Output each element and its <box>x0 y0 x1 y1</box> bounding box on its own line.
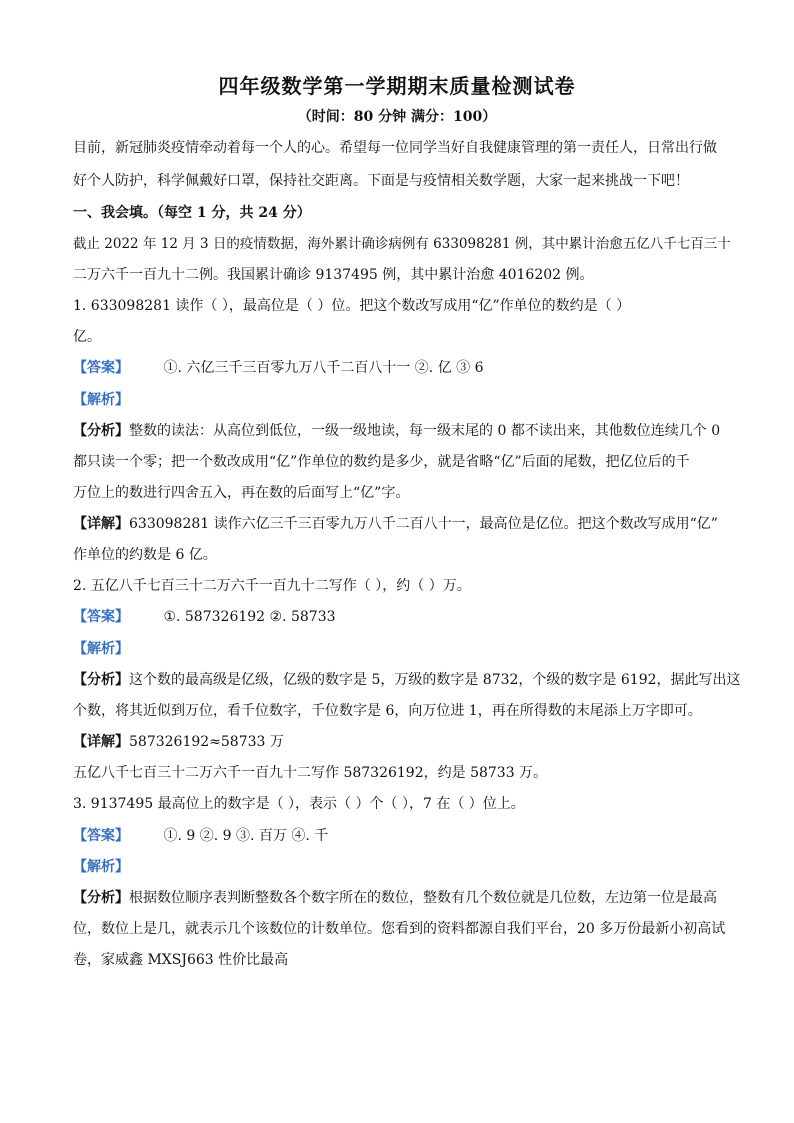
answer-text: ①. 六亿三千三百零九万八千二百八十一 ②. 亿 ③ 6 <box>163 360 484 376</box>
fenxi-text: 整数的读法：从高位到低位，一级一级地读，每一级末尾的 0 都不读出来，其他数位连续几个 0 <box>129 423 721 439</box>
question-1-line-1: 1. 633098281 读作（ ），最高位是（ ）位。把这个数改写成用“亿”作单位的数约是（ ） <box>73 298 631 314</box>
analysis-tag: 【解析】 <box>73 392 129 408</box>
xiangjie-text: 633098281 读作六亿三千三百零九万八千二百八十一，最高位是亿位。把这个数改写成用“亿” <box>129 516 718 532</box>
question-2-fenxi-line-2: 个数，将其近似到万位，看千位数字，千位数字是 6，向万位进 1，再在所得数的末尾添上万字即可。 <box>73 703 702 719</box>
answer-tag: 【答案】 <box>73 360 129 376</box>
question-1-fenxi-line-3: 万位上的数进行四舍五入，再在数的后面写上“亿”字。 <box>73 485 410 501</box>
question-1-xiangjie-line-1 <box>73 514 718 534</box>
question-3-analysis-tag <box>73 857 129 877</box>
context-line-1: 截止 2022 年 12 月 3 日的疫情数据，海外累计确诊病例有 633098281 例，其中累计治愈五亿八千七百三十 <box>73 236 731 252</box>
answer-text: ①. 587326192 ②. 58733 <box>163 609 336 625</box>
question-1-line-2: 亿。 <box>73 329 101 345</box>
fenxi-text: 根据数位顺序表判断整数各个数字所在的数位，整数有几个数位就是几位数，左边第一位是最高 <box>129 890 717 906</box>
fenxi-text: 这个数的最高级是亿级，亿级的数字是 5，万级的数字是 8732，个级的数字是 6192，据此写出这 <box>129 672 741 688</box>
question-1-xiangjie-line-2: 作单位的约数是 6 亿。 <box>73 547 217 563</box>
question-1-fenxi-line-2: 都只读一个零；把一个数改成用“亿”作单位的数约是多少，就是省略“亿”后面的尾数，把亿位后的千 <box>73 454 690 470</box>
question-3-fenxi-line-2: 位，数位上是几，就表示几个该数位的计数单位。您看到的资料都源自我们平台，20 多万份最新小初高试 <box>73 921 726 937</box>
fenxi-tag: 【分析】 <box>73 672 129 688</box>
intro-line-2: 好个人防护，科学佩戴好口罩，保持社交距离。下面是与疫情相关数学题，大家一起来挑战一下吧！ <box>73 173 689 189</box>
question-3-fenxi-line-3: 卷，家威鑫 MXSJ663 性价比最高 <box>73 952 289 968</box>
intro-line-1: 目前，新冠肺炎疫情牵动着每一个人的心。希望每一位同学当好自我健康管理的第一责任人，日常出行做 <box>73 140 717 156</box>
xiangjie-tag: 【详解】 <box>73 734 129 750</box>
analysis-tag: 【解析】 <box>73 641 129 657</box>
xiangjie-tag: 【详解】 <box>73 516 129 532</box>
question-1-answer <box>73 358 484 378</box>
section-heading: 一、我会填。（每空 1 分，共 24 分） <box>73 205 311 221</box>
analysis-tag: 【解析】 <box>73 859 129 875</box>
question-3-answer <box>73 826 328 846</box>
question-2-analysis-tag <box>73 639 129 659</box>
question-1-analysis-tag <box>73 390 129 410</box>
xiangjie-text: 587326192≈58733 万 <box>129 734 284 750</box>
question-2-xiangjie <box>73 732 284 752</box>
answer-tag: 【答案】 <box>73 609 129 625</box>
answer-tag: 【答案】 <box>73 828 129 844</box>
question-1-fenxi-line-1 <box>73 421 720 441</box>
question-3-line-1: 3. 9137495 最高位上的数字是（ ），表示（ ）个（ ），7 在（ ）位上。 <box>73 796 525 812</box>
page-subtitle: （时间：80 分钟 满分：100） <box>297 109 497 125</box>
page-title: 四年级数学第一学期期末质量检测试卷 <box>218 74 576 98</box>
question-3-fenxi-line-1 <box>73 888 717 908</box>
fenxi-tag: 【分析】 <box>73 890 129 906</box>
question-2-line-1: 2. 五亿八千七百三十二万六千一百九十二写作（ ），约（ ）万。 <box>73 578 471 594</box>
question-2-answer <box>73 607 336 627</box>
answer-text: ①. 9 ②. 9 ③. 百万 ④. 千 <box>163 828 329 844</box>
context-line-2: 二万六千一百九十二例。我国累计确诊 9137495 例，其中累计治愈 4016202 例。 <box>73 267 594 283</box>
question-2-fenxi-line-1 <box>73 670 741 690</box>
question-2-extra: 五亿八千七百三十二万六千一百九十二写作 587326192，约是 58733 万。 <box>73 765 548 781</box>
fenxi-tag: 【分析】 <box>73 423 129 439</box>
